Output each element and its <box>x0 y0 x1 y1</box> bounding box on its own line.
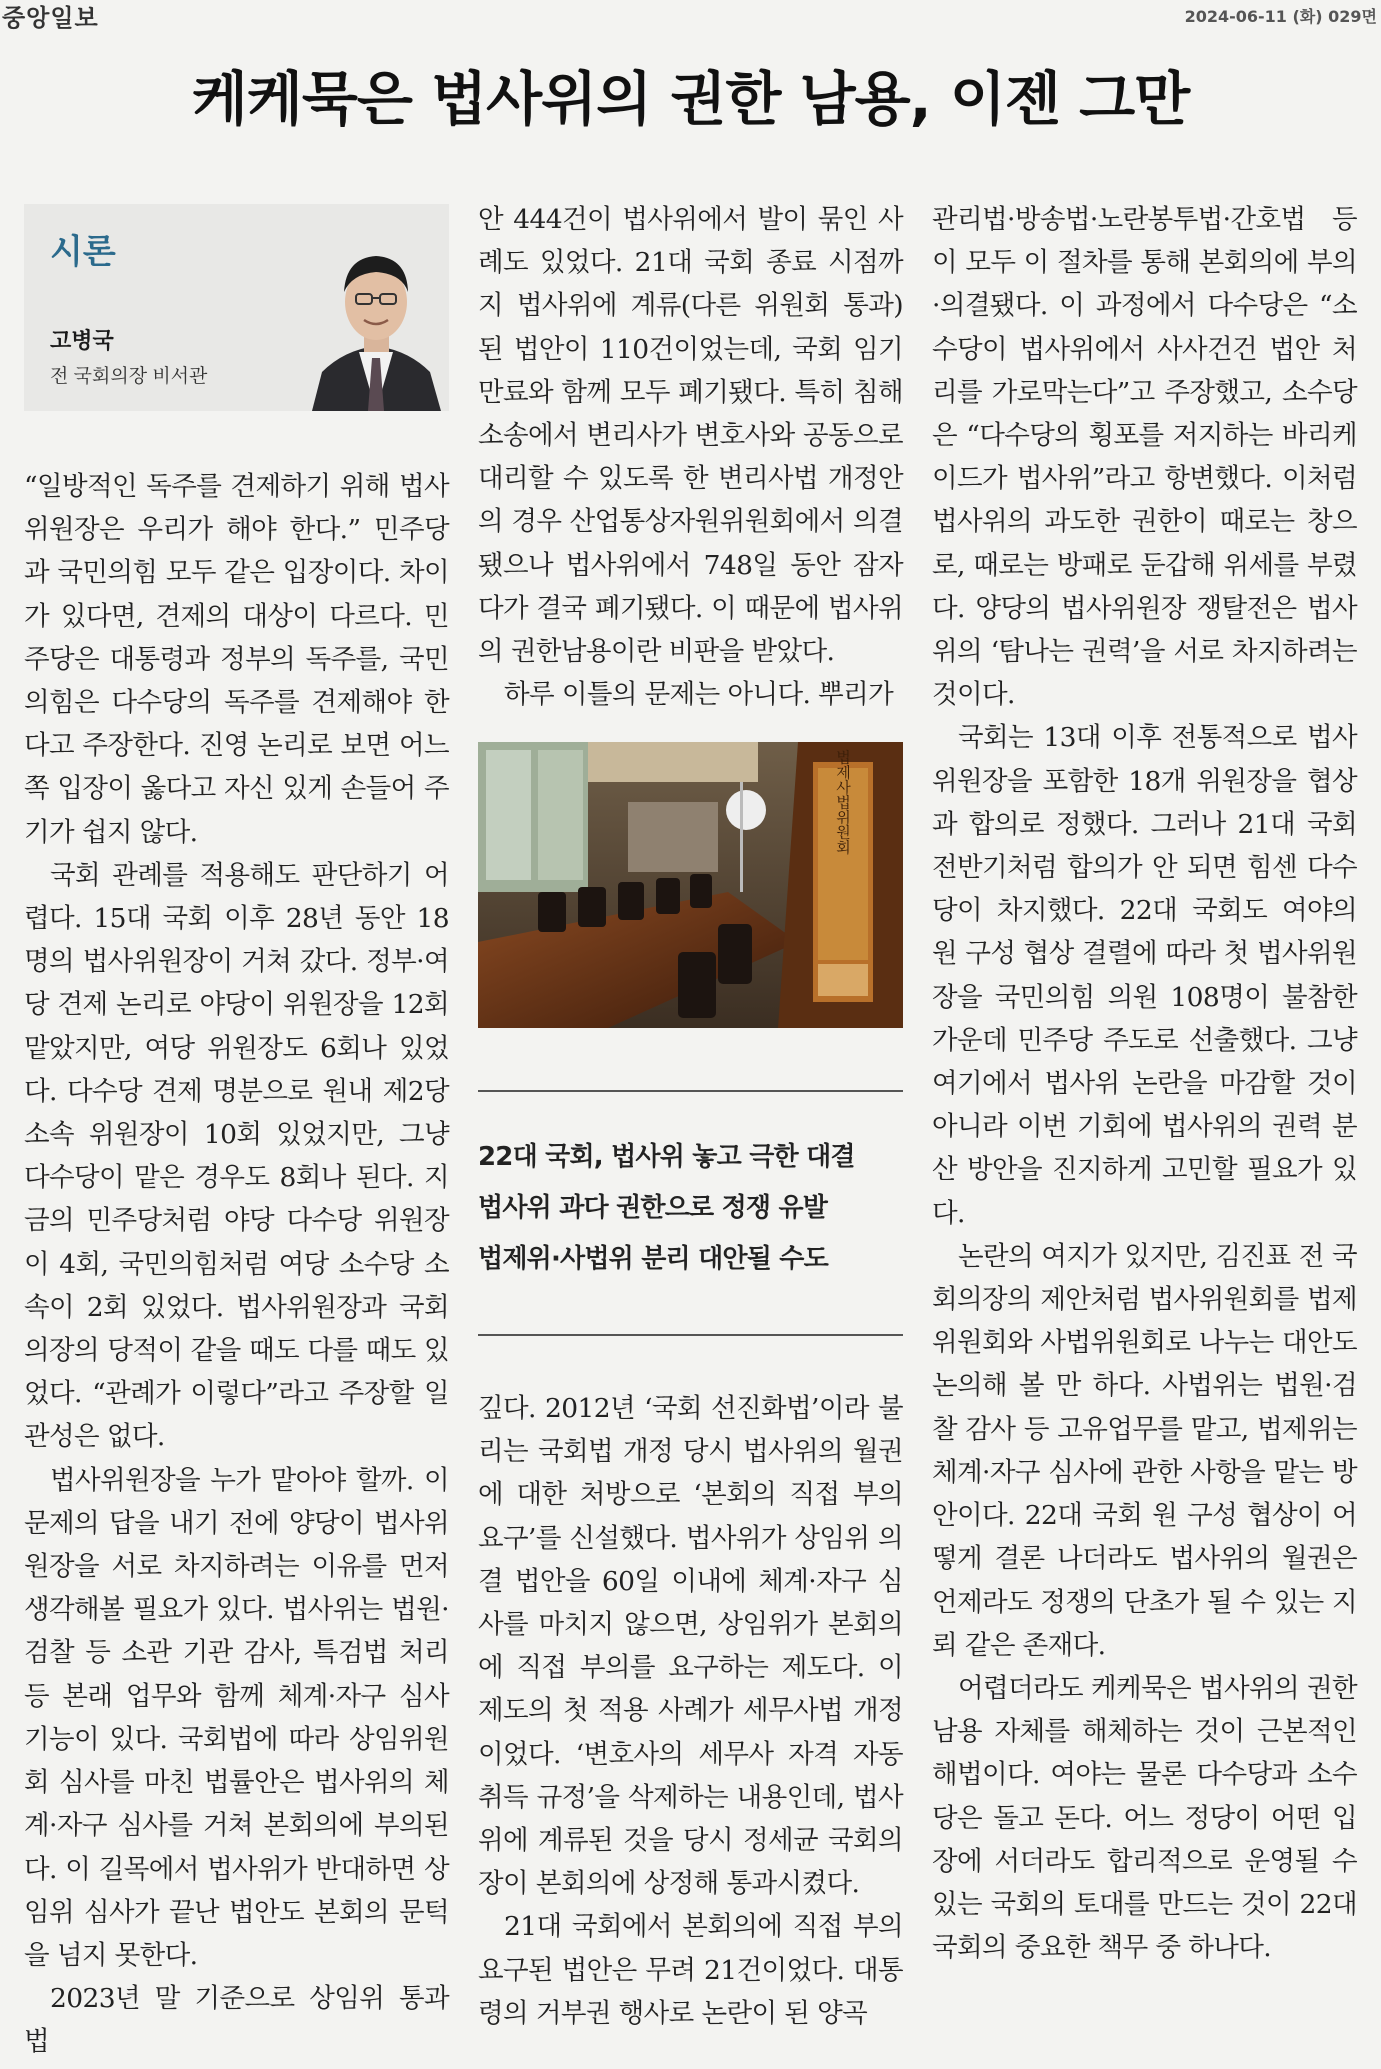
divider-bottom <box>478 1334 903 1336</box>
paragraph: 안 444건이 법사위에서 발이 묶인 사례도 있었다. 21대 국회 종료 시점까지 법사위에 계류(다른 위원회 통과)된 법안이 110건이었는데, 국회 임기 만료와 함께 모두 폐기됐다. 특히 침해소송에서 변리사가 변호사와 공동으로 대리할 수 있도록 한 변리사법 개정안의 경우 산업통상자원위원회에서 의결됐으나 법사위에서 748일 동안 잠자다가 결국 폐기됐다. 이 때문에 법사위의 권한남용이란 비판을 받았다. <box>478 204 903 668</box>
paragraph: 2023년 말 기준으로 상임위 통과 법 <box>24 1983 449 2058</box>
newspaper-logo: 중앙일보 <box>2 4 99 32</box>
article-column-2-bottom <box>478 1387 903 2035</box>
subhead: 22대 국회, 법사위 놓고 극한 대결 <box>478 1142 855 1172</box>
paragraph: 국회 관례를 적용해도 판단하기 어렵다. 15대 국회 이후 28년 동안 18명의 법사위원장이 거쳐 갔다. 정부·여당 견제 논리로 야당이 위원장을 12회 맡았지만, 여당 위원장도 6회나 있었다. 다수당 견제 명분으로 원내 제2당 소속 위원장이 10회 있었지만, 그냥 다수당이 맡은 경우도 8회나 된다. 지금의 민주당처럼 야당 다수당 위원장이 4회, 국민의힘처럼 여당 소수당 소속이 2회 있었다. 법사위원장과 국회의장의 당적이 같을 때도 다를 때도 있었다. “관례가 이렇다”라고 주장할 일관성은 없다. <box>24 859 449 1453</box>
divider-top <box>478 1090 903 1092</box>
author-name: 고병국 <box>50 328 114 353</box>
byline-box <box>24 204 449 411</box>
subheads <box>478 1132 903 1285</box>
author-portrait <box>304 232 449 411</box>
paragraph: 21대 국회에서 본회의에 직접 부의 요구된 법안은 무려 21건이었다. 대통령의 거부권 행사로 논란이 된 양곡 <box>478 1911 903 2029</box>
paragraph: 국회는 13대 이후 전통적으로 법사위원장을 포함한 18개 위원장을 협상과 합의로 정했다. 그러나 21대 국회 전반기처럼 합의가 안 되면 힘센 다수당이 차지했다. 22대 국회도 여야의 원 구성 협상 결렬에 따라 첫 법사위원장을 국민의힘 의원 108명이 불참한 가운데 민주당 주도로 선출했다. 그냥 여기에서 법사위 논란을 마감할 것이 아니라 이번 기회에 법사위의 권력 분산 방안을 진지하게 고민할 필요가 있다. <box>932 722 1357 1229</box>
paragraph: 어렵더라도 케케묵은 법사위의 권한남용 자체를 해체하는 것이 근본적인 해법이다. 여야는 물론 다수당과 소수당은 돌고 돈다. 어느 정당이 어떤 입장에 서더라도 합리적으로 운영될 수 있는 국회의 토대를 만드는 것이 22대 국회의 중요한 책무 중 하나다. <box>932 1672 1357 1964</box>
author-role: 전 국회의장 비서관 <box>50 366 208 387</box>
dateline: 2024-06-11 (화) 029면 <box>1184 7 1377 26</box>
article-column-3 <box>932 198 1357 1969</box>
masthead <box>0 0 1381 32</box>
paragraph: “일방적인 독주를 견제하기 위해 법사위원장은 우리가 해야 한다.” 민주당과 국민의힘 모두 같은 입장이다. 차이가 있다면, 견제의 대상이 다르다. 민주당은 대통령과 정부의 독주를, 국민의힘은 다수당의 독주를 견제해야 한다고 주장한다. 진영 논리로 보면 어느 쪽 입장이 옳다고 자신 있게 손들어 주기가 쉽지 않다. <box>24 471 449 848</box>
headline: 케케묵은 법사위의 권한 남용, 이젠 그만 <box>191 65 1190 133</box>
paragraph: 하루 이틀의 문제는 아니다. 뿌리가 <box>504 679 894 711</box>
paragraph: 관리법·방송법·노란봉투법·간호법 등이 모두 이 절차를 통해 본회의에 부의·의결됐다. 이 과정에서 다수당은 “소수당이 법사위에서 사사건건 법안 처리를 가로막는다”고 주장했고, 소수당은 “다수당의 횡포를 저지하는 바리케이드가 법사위”라고 항변했다. 이처럼 법사위의 과도한 권한이 때로는 창으로, 때로는 방패로 둔갑해 위세를 부렸다. 양당의 법사위원장 쟁탈전은 법사위의 ‘탐나는 권력’을 서로 차지하려는 것이다. <box>932 204 1357 711</box>
paragraph: 논란의 여지가 있지만, 김진표 전 국회의장의 제안처럼 법사위원회를 법제위원회와 사법위원회로 나누는 대안도 논의해 볼 만 하다. 사법위는 법원·검찰 감사 등 고유업무를 맡고, 법제위는 체계·자구 심사에 관한 사항을 맡는 방안이다. 22대 국회 원 구성 협상이 어떻게 결론 나더라도 법사위의 월권은 언제라도 정쟁의 단초가 될 수 있는 지뢰 같은 존재다. <box>932 1240 1357 1661</box>
subhead: 법제위·사법위 분리 대안될 수도 <box>478 1244 828 1274</box>
paragraph: 법사위원장을 누가 맡아야 할까. 이 문제의 답을 내기 전에 양당이 법사위원장을 서로 차지하려는 이유를 먼저 생각해볼 필요가 있다. 법사위는 법원·검찰 등 소관 기관 감사, 특검법 처리 등 본래 업무와 함께 체계·자구 심사 기능이 있다. 국회법에 따라 상임위원회 심사를 마친 법률안은 법사위의 체계·자구 심사를 거쳐 본회의에 부의된다. 이 길목에서 법사위가 반대하면 상임위 심사가 끝난 법안도 본회의 문턱을 넘지 못한다. <box>24 1464 449 1971</box>
section-label: 시론 <box>50 233 116 271</box>
committee-sign: 법제사법위원회 <box>834 749 852 855</box>
article-column-2-top <box>478 198 903 716</box>
subhead: 법사위 과다 권한으로 정쟁 유발 <box>478 1193 828 1223</box>
committee-room-photo <box>478 742 903 1028</box>
paragraph: 깊다. 2012년 ‘국회 선진화법’이라 불리는 국회법 개정 당시 법사위의 월권에 대한 처방으로 ‘본회의 직접 부의 요구’를 신설했다. 법사위가 상임위 의결 법안을 60일 이내에 체계·자구 심사를 마치지 않으면, 상임위가 본회의에 직접 부의를 요구하는 제도다. 이 제도의 첫 적용 사례가 세무사법 개정이었다. ‘변호사의 세무사 자격 자동 취득 규정’을 삭제하는 내용인데, 법사위에 계류된 것을 당시 정세균 국회의장이 본회의에 상정해 통과시켰다. <box>478 1393 903 1900</box>
article-column-1 <box>24 465 449 2064</box>
